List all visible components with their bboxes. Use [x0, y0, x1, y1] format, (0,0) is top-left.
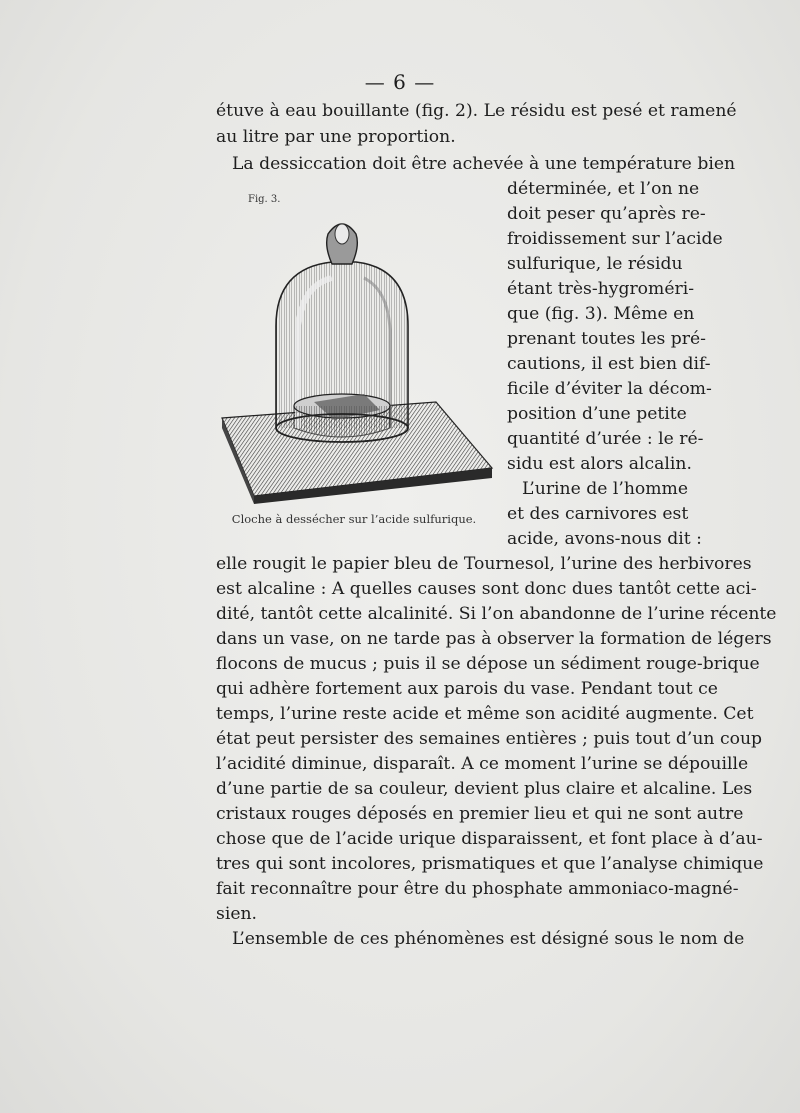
text-line: elle rougit le papier bleu de Tournesol, l’urine des herbivores — [216, 554, 752, 574]
text-line: temps, l’urine reste acide et même son acidité augmente. Cet — [216, 704, 754, 724]
text-line: fait reconnaître pour être du phosphate ammoniaco-magné- — [216, 879, 739, 899]
text-line: que (fig. 3). Même en — [507, 304, 695, 324]
text-line: dans un vase, on ne tarde pas à observer la formation de légers — [216, 629, 772, 649]
text-line: étant très-hygroméri- — [507, 279, 695, 299]
text-line: est alcaline : A quelles causes sont donc dues tantôt cette aci- — [216, 579, 757, 599]
text-line: sulfurique, le résidu — [507, 254, 683, 274]
text-line: l’acidité diminue, disparaît. A ce moment l’urine se dépouille — [216, 754, 749, 774]
text-line: sien. — [216, 904, 258, 924]
text-line: La dessiccation doit être achevée à une température bien — [232, 154, 736, 174]
text-line: d’une partie de sa couleur, devient plus claire et alcaline. Les — [216, 779, 753, 799]
text-line: position d’une petite — [507, 404, 687, 424]
text-line: au litre par une proportion. — [216, 127, 456, 147]
text-line: état peut persister des semaines entières ; puis tout d’un coup — [216, 729, 763, 749]
text-line: cristaux rouges déposés en premier lieu et qui ne sont autre — [216, 804, 744, 824]
text-line: cautions, il est bien dif- — [507, 354, 711, 374]
text-line: L’urine de l’homme — [522, 479, 689, 499]
text-line: chose que de l’acide urique disparaissent, et font place à d’au- — [216, 829, 763, 849]
figure-label: Fig. 3. — [248, 194, 281, 205]
figure-caption: Cloche à dessécher sur l’acide sulfurique. — [231, 512, 477, 526]
text-line: acide, avons-nous dit : — [507, 529, 702, 549]
text-line: froidissement sur l’acide — [507, 229, 723, 249]
text-line: déterminée, et l’on ne — [507, 179, 700, 199]
bell-jar-illustration — [214, 206, 494, 504]
text-line: qui adhère fortement aux parois du vase. Pendant tout ce — [216, 679, 718, 699]
text-line: sidu est alors alcalin. — [507, 454, 692, 474]
text-line: tres qui sont incolores, prismatiques et que l’analyse chimique — [216, 854, 764, 874]
text-line: L’ensemble de ces phénomènes est désigné sous le nom de — [232, 929, 745, 949]
text-line: étuve à eau bouillante (fig. 2). Le résidu est pesé et ramené — [216, 101, 737, 121]
text-line: dité, tantôt cette alcalinité. Si l’on abandonne de l’urine récente — [216, 604, 777, 624]
text-line: quantité d’urée : le ré- — [507, 429, 704, 449]
text-line: doit peser qu’après re- — [507, 204, 706, 224]
page-number: — 6 — — [364, 70, 436, 94]
text-line: ficile d’éviter la décom- — [507, 379, 712, 399]
text-line: prenant toutes les pré- — [507, 329, 706, 349]
text-line: flocons de mucus ; puis il se dépose un sédiment rouge-brique — [216, 654, 760, 674]
text-line: et des carnivores est — [507, 504, 689, 524]
